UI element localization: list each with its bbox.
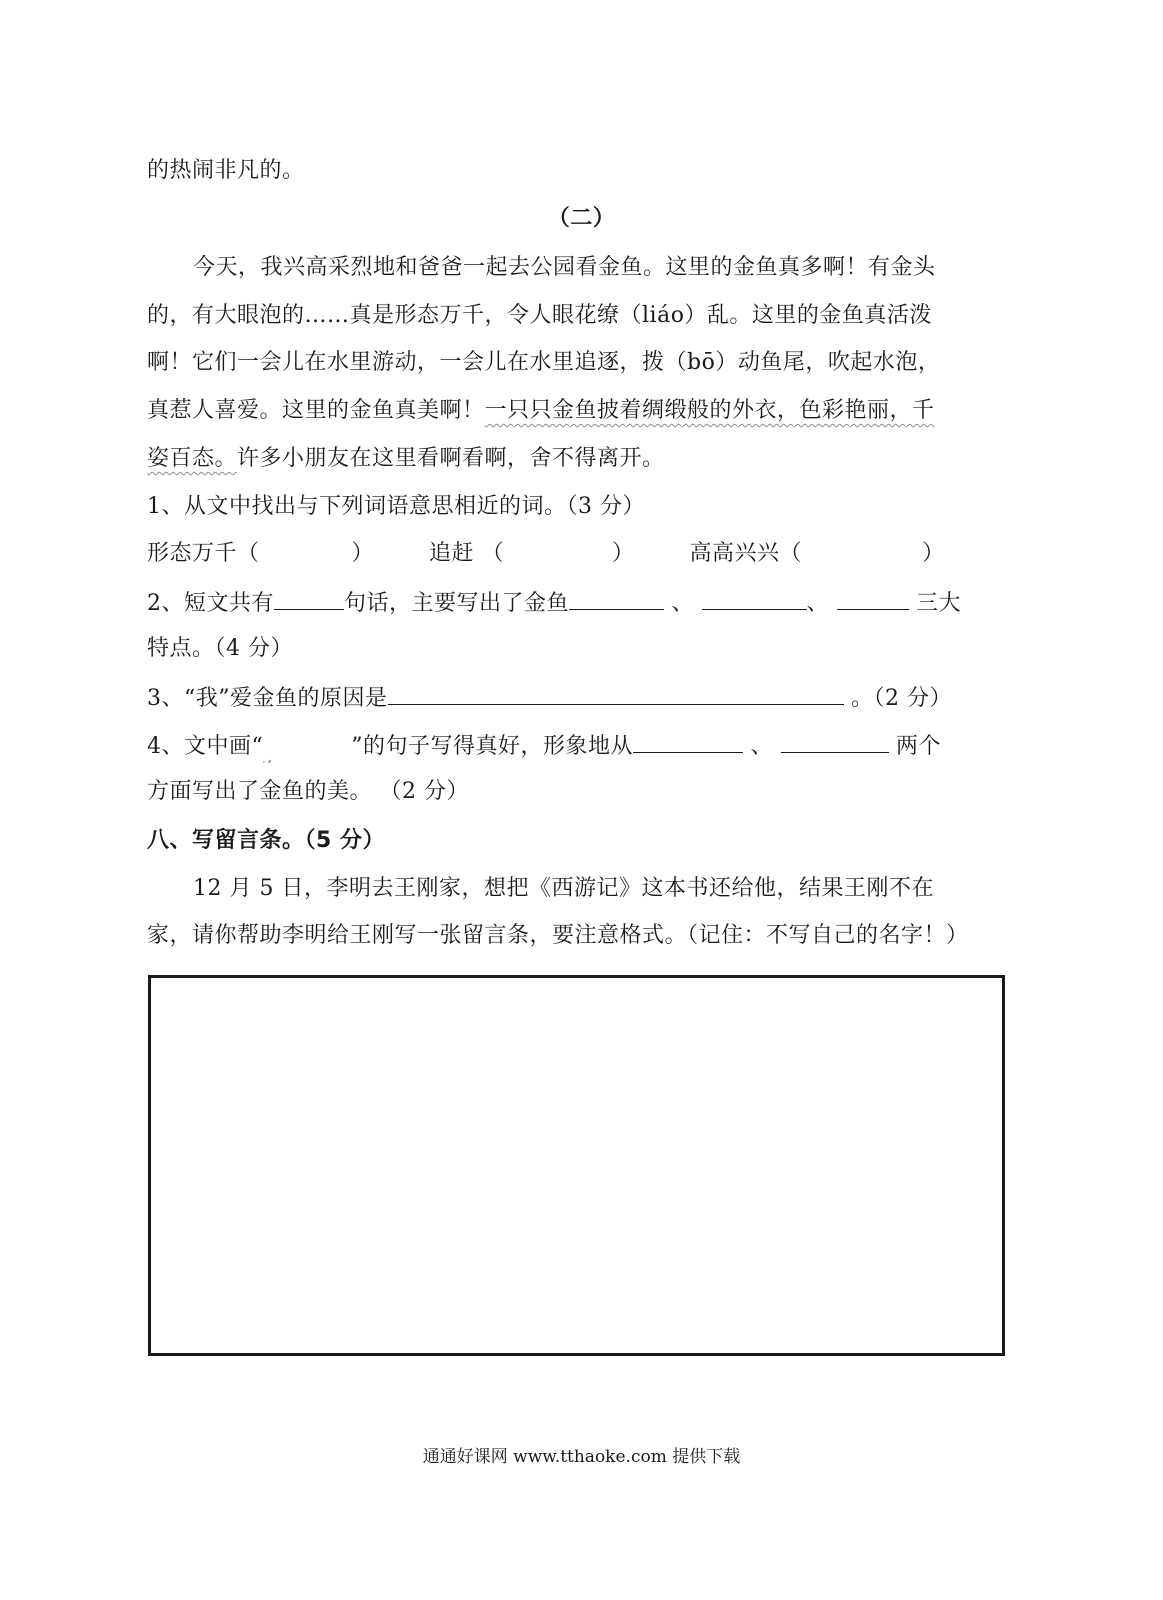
passage-line [147,396,935,426]
answer-blank[interactable] [781,730,889,753]
answer-blank[interactable] [274,587,344,610]
previous-passage-ending: 的热闹非凡的。 [147,158,305,183]
answer-blank[interactable] [388,682,844,705]
question-4-text: ”的句子写得真好，形象地从 [351,734,633,759]
wavy-underlined-sentence: 姿百态。 [147,446,238,471]
question-3-text: 。（2 分） [851,686,952,711]
section-2-title: （二） [547,206,616,231]
question-1: 1、从文中找出与下列词语意思相近的词。（3 分） [147,494,645,519]
word-3-close: ） [922,541,945,566]
answer-blank[interactable] [702,587,807,610]
separator: 、 [806,591,830,616]
section-8-title: 八、写留言条。（5 分） [147,828,385,853]
question-2 [147,587,961,619]
question-4-continued: 方面写出了金鱼的美。 （2 分） [147,779,469,804]
question-2-text: 2、短文共有 [147,591,274,616]
wavy-line-sample [263,732,351,750]
word-1: 形态万千（ [147,541,260,566]
answer-blank[interactable] [837,587,909,610]
footer-credit: 通通好课网 www.tthaoke.com 提供下载 [422,1447,741,1467]
question-2-continued: 特点。（4 分） [147,636,293,661]
passage-line: 的，有大眼泡的……真是形态万千，令人眼花缭（liáo）乱。这里的金鱼真活泼 [147,303,932,328]
question-4-text: 4、文中画“ [147,734,264,759]
note-answer-box[interactable] [148,975,1005,1356]
passage-line [147,444,665,474]
passage-plain-text: 许多小朋友在这里看啊看啊，舍不得离开。 [237,446,665,471]
wavy-underlined-sentence: 一只只金鱼披着绸缎般的外衣，色彩艳丽，千 [484,398,935,423]
passage-plain-text: 真惹人喜爱。这里的金鱼真美啊！ [147,398,485,423]
answer-blank[interactable] [569,587,664,610]
question-1-words [147,539,945,569]
question-2-text: 三大 [916,591,962,616]
question-4 [147,730,941,762]
question-3 [147,682,952,714]
passage-line: 今天，我兴高采烈地和爸爸一起去公园看金鱼。这里的金鱼真多啊！有金头 [193,255,936,280]
question-3-text: 3、“我”爱金鱼的原因是 [147,686,388,711]
question-2-text: 句话，主要写出了金鱼 [344,591,570,616]
separator: 、 [671,591,695,616]
question-4-text: 两个 [896,734,942,759]
word-2-close: ） [612,541,635,566]
word-3: 高高兴兴（ [689,541,803,566]
word-2: 追赶 （ [429,541,505,566]
passage-line: 啊！它们一会儿在水里游动，一会儿在水里追逐，拨（bō）动鱼尾，吹起水泡， [147,350,941,375]
separator: 、 [750,734,774,759]
note-task-line: 12 月 5 日，李明去王刚家，想把《西游记》这本书还给他，结果王刚不在 [193,876,934,901]
note-task-line: 家，请你帮助李明给王刚写一张留言条，要注意格式。（记住：不写自己的名字！） [147,923,969,948]
answer-blank[interactable] [633,730,743,753]
word-1-close: ） [351,541,375,566]
